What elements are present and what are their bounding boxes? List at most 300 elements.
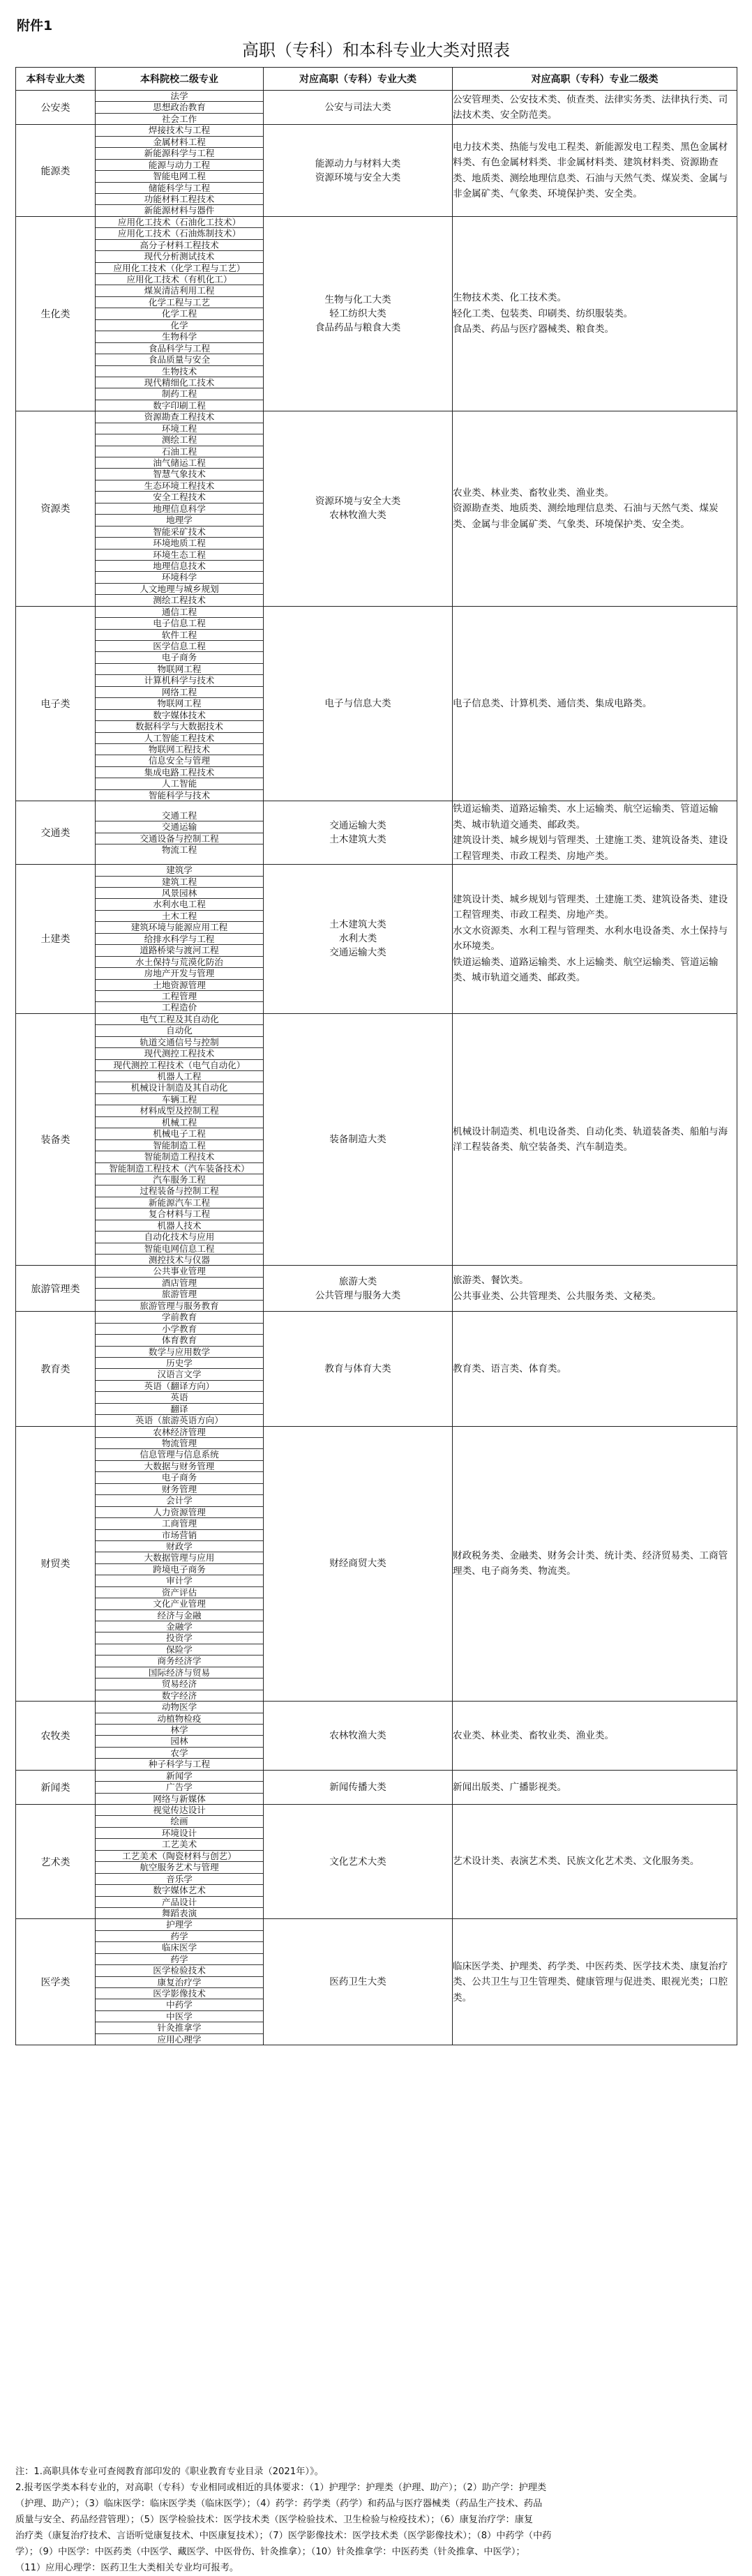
gaozhi-subcategory-text: 农业类、林业类、畜牧业类、渔业类。 bbox=[453, 1729, 615, 1741]
undergrad-major: 机械电子工程 bbox=[96, 1128, 263, 1139]
undergrad-major: 软件工程 bbox=[96, 630, 263, 641]
undergrad-major: 网络工程 bbox=[96, 687, 263, 698]
undergrad-major-list bbox=[96, 91, 264, 125]
undergrad-category: 医学类 bbox=[16, 1919, 96, 2045]
undergrad-major: 保险学 bbox=[96, 1644, 263, 1656]
undergrad-major: 新能源汽车工程 bbox=[96, 1197, 263, 1209]
undergrad-major: 环境地质工程 bbox=[96, 538, 263, 549]
undergrad-category: 艺术类 bbox=[16, 1805, 96, 1919]
table-row bbox=[16, 91, 737, 125]
page-title: 高职（专科）和本科专业大类对照表 bbox=[242, 40, 510, 60]
gaozhi-subcategory-text: 临床医学类、护理类、药学类、中医药类、医学技术类、康复治疗类、公共卫生与卫生管理类、健康管理与促进类、眼视光类；口腔类。 bbox=[453, 1960, 728, 2003]
undergrad-major: 数据科学与大数据技术 bbox=[96, 721, 263, 732]
table-row bbox=[16, 1312, 737, 1426]
gaozhi-subcategory-text: 建筑设计类、城乡规划与管理类、土建施工类、建筑设备类、建设工程管理类、市政工程类、房地产类。 bbox=[453, 835, 728, 862]
undergrad-major-list bbox=[96, 125, 264, 217]
undergrad-major: 人工智能 bbox=[96, 778, 263, 789]
undergrad-major: 动植物检疫 bbox=[96, 1713, 263, 1725]
undergrad-major: 金属材料工程 bbox=[96, 137, 263, 148]
gaozhi-category: 土木建筑大类 bbox=[329, 919, 386, 931]
undergrad-major: 交通设备与控制工程 bbox=[96, 833, 263, 844]
gaozhi-subcategory-cell bbox=[453, 606, 737, 801]
undergrad-major: 工程造价 bbox=[161, 1002, 197, 1013]
undergrad-major: 煤炭清洁利用工程 bbox=[96, 285, 263, 296]
gaozhi-subcategory-text: 艺术设计类、表演艺术类、民族文化艺术类、文化服务类。 bbox=[453, 1856, 700, 1867]
gaozhi-subcategory-cell bbox=[453, 1426, 737, 1702]
undergrad-major: 数字印刷工程 bbox=[153, 400, 206, 411]
gaozhi-category-cell bbox=[264, 1312, 453, 1426]
undergrad-major: 物流工程 bbox=[161, 844, 197, 856]
gaozhi-category-cell bbox=[264, 125, 453, 217]
undergrad-major-list bbox=[96, 865, 264, 1014]
undergrad-major: 商务经济学 bbox=[96, 1656, 263, 1667]
table-row bbox=[16, 1919, 737, 2045]
table-row bbox=[16, 1426, 737, 1702]
gaozhi-category: 资源环境与安全大类 bbox=[315, 172, 401, 183]
undergrad-major: 智能采矿技术 bbox=[96, 526, 263, 538]
undergrad-major: 市场营销 bbox=[96, 1530, 263, 1541]
undergrad-category: 土建类 bbox=[16, 865, 96, 1014]
gaozhi-subcategory-cell bbox=[453, 216, 737, 411]
undergrad-major: 金融学 bbox=[96, 1621, 263, 1632]
undergrad-major: 翻译 bbox=[96, 1404, 263, 1415]
undergrad-major: 英语（旅游英语方向） bbox=[135, 1415, 223, 1426]
undergrad-category: 公安类 bbox=[16, 91, 96, 125]
undergrad-major: 风景园林 bbox=[96, 888, 263, 899]
gaozhi-subcategory-text: 公共事业类、公共管理类、公共服务类、文秘类。 bbox=[453, 1290, 662, 1302]
gaozhi-category-cell bbox=[264, 1770, 453, 1804]
undergrad-major: 投资学 bbox=[96, 1632, 263, 1644]
undergrad-major: 地理信息技术 bbox=[96, 561, 263, 572]
undergrad-major: 生物技术 bbox=[96, 366, 263, 377]
undergrad-major: 航空服务艺术与管理 bbox=[96, 1862, 263, 1873]
gaozhi-subcategory-text: 铁道运输类、道路运输类、水上运输类、航空运输类、管道运输类、城市轨道交通类、邮政类。 bbox=[453, 956, 719, 984]
attachment-label: 附件1 bbox=[17, 18, 53, 33]
gaozhi-category: 资源环境与安全大类 bbox=[315, 496, 401, 508]
undergrad-major: 药学 bbox=[96, 1931, 263, 1942]
undergrad-major: 林学 bbox=[96, 1725, 263, 1736]
undergrad-major: 食品科学与工程 bbox=[96, 343, 263, 354]
footnotes bbox=[15, 2464, 737, 2576]
gaozhi-category-cell bbox=[264, 606, 453, 801]
undergrad-major: 智能制造工程技术 bbox=[96, 1151, 263, 1162]
gaozhi-subcategory-text: 生物技术类、化工技术类。 bbox=[453, 292, 567, 304]
undergrad-major: 机械工程 bbox=[96, 1117, 263, 1128]
undergrad-major: 国际经济与贸易 bbox=[96, 1667, 263, 1679]
undergrad-major: 通信工程 bbox=[96, 607, 263, 618]
table-row bbox=[16, 125, 737, 217]
undergrad-major: 化学工程与工艺 bbox=[96, 297, 263, 308]
undergrad-major: 信息安全与管理 bbox=[96, 755, 263, 766]
gaozhi-subcategory-cell bbox=[453, 91, 737, 125]
undergrad-category: 旅游管理类 bbox=[16, 1266, 96, 1312]
undergrad-major: 生态环境工程技术 bbox=[96, 480, 263, 492]
undergrad-major: 环境设计 bbox=[96, 1828, 263, 1839]
undergrad-major: 焊接技术与工程 bbox=[96, 125, 263, 136]
undergrad-major: 英语（翻译方向） bbox=[96, 1381, 263, 1392]
undergrad-major-list bbox=[96, 1312, 264, 1426]
gaozhi-category: 财经商贸大类 bbox=[329, 1558, 386, 1570]
undergrad-major: 旅游管理 bbox=[96, 1289, 263, 1300]
gaozhi-subcategory-text: 铁道运输类、道路运输类、水上运输类、航空运输类、管道运输类、城市轨道交通类、邮政类。 bbox=[453, 803, 719, 831]
undergrad-major: 现代精细化工技术 bbox=[96, 377, 263, 388]
undergrad-major-list bbox=[96, 1770, 264, 1804]
undergrad-major: 应用心理学 bbox=[157, 2033, 202, 2045]
footnote-line: （11）应用心理学：医药卫生大类相关专业均可报考。 bbox=[15, 2563, 239, 2573]
gaozhi-subcategory-text: 公安管理类、公安技术类、侦查类、法律实务类、法律执行类、司法技术类、安全防范类。 bbox=[453, 93, 728, 121]
undergrad-major: 小学教育 bbox=[96, 1324, 263, 1335]
undergrad-major: 医学信息工程 bbox=[96, 641, 263, 652]
undergrad-major: 地理学 bbox=[96, 515, 263, 526]
undergrad-major: 集成电路工程技术 bbox=[96, 767, 263, 778]
undergrad-major: 化学 bbox=[96, 320, 263, 331]
gaozhi-category: 食品药品与粮食大类 bbox=[315, 322, 401, 334]
undergrad-category: 电子类 bbox=[16, 606, 96, 801]
table-header-row bbox=[16, 68, 737, 91]
gaozhi-subcategory-text: 旅游类、餐饮类。 bbox=[453, 1275, 529, 1287]
undergrad-category: 新闻类 bbox=[16, 1770, 96, 1804]
undergrad-major: 法学 bbox=[96, 91, 263, 102]
gaozhi-category: 公共管理与服务大类 bbox=[315, 1289, 401, 1301]
table-row bbox=[16, 1805, 737, 1919]
undergrad-major: 体育教育 bbox=[96, 1335, 263, 1346]
undergrad-major: 功能材料工程技术 bbox=[96, 194, 263, 205]
undergrad-major-list bbox=[96, 801, 264, 865]
undergrad-major: 电子信息工程 bbox=[96, 618, 263, 629]
undergrad-major: 农林经济管理 bbox=[96, 1427, 263, 1438]
undergrad-major: 文化产业管理 bbox=[96, 1598, 263, 1609]
undergrad-major: 地理信息科学 bbox=[96, 503, 263, 515]
undergrad-major: 数字媒体艺术 bbox=[96, 1885, 263, 1896]
gaozhi-subcategory-cell bbox=[453, 1919, 737, 2045]
undergrad-major: 交通工程 bbox=[96, 810, 263, 821]
undergrad-major: 测控技术与仪器 bbox=[148, 1255, 211, 1265]
undergrad-major: 工艺美术 bbox=[96, 1839, 263, 1850]
undergrad-category: 资源类 bbox=[16, 411, 96, 606]
undergrad-major: 中医学 bbox=[96, 2011, 263, 2022]
undergrad-major: 英语 bbox=[96, 1392, 263, 1403]
gaozhi-category: 医药卫生大类 bbox=[329, 1976, 386, 1988]
gaozhi-subcategory-cell bbox=[453, 1013, 737, 1266]
gaozhi-subcategory-text: 财政税务类、金融类、财务会计类、统计类、经济贸易类、工商管理类、电子商务类、物流类。 bbox=[453, 1550, 728, 1577]
undergrad-major: 信息管理与信息系统 bbox=[96, 1449, 263, 1460]
gaozhi-subcategory-text: 教育类、语言类、体育类。 bbox=[453, 1363, 567, 1374]
undergrad-major: 新能源材料与器件 bbox=[144, 205, 215, 216]
gaozhi-subcategory-text: 食品类、药品与医疗器械类、粮食类。 bbox=[453, 324, 615, 335]
gaozhi-category-cell bbox=[264, 411, 453, 606]
gaozhi-category: 文化艺术大类 bbox=[329, 1856, 386, 1867]
undergrad-major: 资源勘查工程技术 bbox=[96, 411, 263, 423]
undergrad-major-list bbox=[96, 1919, 264, 2045]
undergrad-major: 电子商务 bbox=[96, 652, 263, 663]
gaozhi-subcategory-text: 电力技术类、热能与发电工程类、新能源发电工程类、黑色金属材料类、有色金属材料类、非金属材料类、建筑材料类、资源勘查类、地质类、测绘地理信息类、石油与天然气类、煤炭类、金属与非金属矿类、气象类、环境保护类、安全类。 bbox=[453, 141, 728, 200]
undergrad-major: 公共事业管理 bbox=[96, 1266, 263, 1277]
undergrad-major-list bbox=[96, 1426, 264, 1702]
undergrad-major: 化学工程 bbox=[96, 308, 263, 319]
comparison-table bbox=[15, 67, 737, 2045]
undergrad-major-list bbox=[96, 216, 264, 411]
undergrad-major-list bbox=[96, 1266, 264, 1312]
undergrad-major: 财政学 bbox=[96, 1541, 263, 1552]
undergrad-major: 电气工程及其自动化 bbox=[96, 1014, 263, 1025]
undergrad-major: 审计学 bbox=[96, 1575, 263, 1586]
undergrad-major: 人工智能工程技术 bbox=[96, 733, 263, 744]
undergrad-major: 护理学 bbox=[96, 1919, 263, 1930]
undergrad-major: 复合材料与工程 bbox=[96, 1209, 263, 1220]
gaozhi-category: 农林牧渔大类 bbox=[329, 1729, 386, 1741]
undergrad-major: 农学 bbox=[96, 1748, 263, 1759]
undergrad-category: 能源类 bbox=[16, 125, 96, 217]
undergrad-major: 中药学 bbox=[96, 1999, 263, 2010]
table-row bbox=[16, 865, 737, 1014]
gaozhi-subcategory-text: 农业类、林业类、畜牧业类、渔业类。 bbox=[453, 487, 615, 499]
gaozhi-category-cell bbox=[264, 1426, 453, 1702]
gaozhi-category-cell bbox=[264, 91, 453, 125]
gaozhi-category-cell bbox=[264, 1266, 453, 1312]
undergrad-major: 土地资源管理 bbox=[96, 980, 263, 991]
gaozhi-subcategory-cell bbox=[453, 411, 737, 606]
undergrad-major: 自动化 bbox=[96, 1025, 263, 1036]
gaozhi-category: 教育与体育大类 bbox=[324, 1363, 391, 1374]
undergrad-major: 智能电网信息工程 bbox=[96, 1243, 263, 1255]
undergrad-major: 环境工程 bbox=[96, 423, 263, 434]
undergrad-major: 物流管理 bbox=[96, 1438, 263, 1449]
undergrad-major: 材料成型及控制工程 bbox=[96, 1105, 263, 1116]
undergrad-major: 舞蹈表演 bbox=[161, 1907, 197, 1918]
undergrad-major: 高分子材料工程技术 bbox=[96, 240, 263, 251]
table-row bbox=[16, 1702, 737, 1771]
undergrad-major: 现代分析测试技术 bbox=[96, 251, 263, 262]
undergrad-major: 数学与应用数学 bbox=[96, 1347, 263, 1358]
undergrad-major: 轨道交通信号与控制 bbox=[96, 1037, 263, 1048]
undergrad-category: 交通类 bbox=[16, 801, 96, 865]
undergrad-major: 测绘工程技术 bbox=[153, 595, 206, 606]
undergrad-major: 水利水电工程 bbox=[96, 899, 263, 910]
undergrad-major: 酒店管理 bbox=[96, 1278, 263, 1289]
footnote-line: 质量与安全、药品经营管理）；（5）医学检验技术：医学技术类（医学检验技术、卫生检验与检疫技术）；（6）康复治疗学：康复 bbox=[15, 2515, 534, 2525]
undergrad-major: 汽车服务工程 bbox=[96, 1174, 263, 1185]
undergrad-major: 现代测控工程技术 bbox=[96, 1048, 263, 1059]
undergrad-major: 自动化技术与应用 bbox=[96, 1232, 263, 1243]
undergrad-major: 经济与金融 bbox=[96, 1610, 263, 1621]
undergrad-major: 动物医学 bbox=[96, 1702, 263, 1713]
undergrad-major-list bbox=[96, 1013, 264, 1266]
table-row bbox=[16, 411, 737, 606]
undergrad-major: 临床医学 bbox=[96, 1942, 263, 1953]
undergrad-major: 广告学 bbox=[96, 1782, 263, 1793]
undergrad-major: 现代测控工程技术（电气自动化） bbox=[96, 1060, 263, 1071]
gaozhi-category: 旅游大类 bbox=[338, 1275, 377, 1287]
undergrad-major: 能源与动力工程 bbox=[96, 160, 263, 171]
undergrad-major: 医学检验技术 bbox=[96, 1965, 263, 1976]
gaozhi-subcategory-cell bbox=[453, 1805, 737, 1919]
undergrad-major: 旅游管理与服务教育 bbox=[140, 1300, 219, 1311]
undergrad-major: 财务管理 bbox=[96, 1484, 263, 1495]
gaozhi-subcategory-text: 资源勘查类、地质类、测绘地理信息类、石油与天然气类、煤炭类、金属与非金属矿类、气象类、环境保护类、安全类。 bbox=[453, 503, 719, 530]
undergrad-major: 园林 bbox=[96, 1736, 263, 1747]
footnote-line: 2.报考医学类本科专业的，对高职（专科）专业相同或相近的具体要求：（1）护理学：护理类（护理、助产）；（2）助产学：护理类 bbox=[15, 2483, 547, 2493]
undergrad-major: 应用化工技术（石油化工技术） bbox=[96, 217, 263, 228]
table-row bbox=[16, 606, 737, 801]
gaozhi-subcategory-text: 新闻出版类、广播影视类。 bbox=[453, 1781, 567, 1793]
undergrad-major: 环境科学 bbox=[96, 572, 263, 583]
gaozhi-category-cell bbox=[264, 865, 453, 1014]
header-gaozhi-subcategory: 对应高职（专科）专业二级类 bbox=[453, 68, 737, 91]
undergrad-major: 针灸推拿学 bbox=[96, 2022, 263, 2033]
undergrad-major: 智慧气象技术 bbox=[96, 469, 263, 480]
undergrad-major-list bbox=[96, 606, 264, 801]
gaozhi-category: 轻工纺织大类 bbox=[329, 308, 386, 320]
gaozhi-subcategory-cell bbox=[453, 1266, 737, 1312]
undergrad-major: 网络与新媒体 bbox=[153, 1793, 206, 1804]
undergrad-major: 思想政治教育 bbox=[96, 102, 263, 113]
undergrad-major: 种子科学与工程 bbox=[148, 1759, 211, 1770]
undergrad-major: 数字媒体技术 bbox=[96, 710, 263, 721]
undergrad-major: 应用化工技术（化学工程与工艺） bbox=[96, 263, 263, 274]
undergrad-major: 汉语言文学 bbox=[96, 1369, 263, 1380]
gaozhi-category: 水利大类 bbox=[338, 933, 377, 945]
gaozhi-subcategory-text: 建筑设计类、城乡规划与管理类、土建施工类、建筑设备类、建设工程管理类、市政工程类、房地产类。 bbox=[453, 893, 728, 921]
gaozhi-category-cell bbox=[264, 1805, 453, 1919]
gaozhi-category: 装备制造大类 bbox=[329, 1134, 386, 1146]
undergrad-major: 人力资源管理 bbox=[96, 1507, 263, 1518]
undergrad-major: 应用化工技术（有机化工） bbox=[96, 274, 263, 285]
gaozhi-subcategory-cell bbox=[453, 1312, 737, 1426]
undergrad-major: 制药工程 bbox=[96, 388, 263, 400]
gaozhi-category: 能源动力与材料大类 bbox=[315, 158, 401, 169]
undergrad-major: 大数据管理与应用 bbox=[96, 1552, 263, 1563]
undergrad-major: 环境生态工程 bbox=[96, 550, 263, 561]
table-row bbox=[16, 801, 737, 865]
footnote-line: 注：1.高职具体专业可查阅教育部印发的《职业教育专业目录（2021年）》。 bbox=[15, 2467, 324, 2477]
undergrad-major: 新闻学 bbox=[96, 1771, 263, 1782]
gaozhi-subcategory-cell bbox=[453, 1702, 737, 1771]
gaozhi-subcategory-text: 水文水资源类、水利工程与管理类、水利水电设备类、水土保持与水环境类。 bbox=[453, 925, 728, 953]
gaozhi-category-cell bbox=[264, 216, 453, 411]
gaozhi-category-cell bbox=[264, 1702, 453, 1771]
undergrad-major: 测绘工程 bbox=[96, 434, 263, 446]
undergrad-major: 水土保持与荒漠化防治 bbox=[96, 957, 263, 968]
undergrad-major: 工程管理 bbox=[96, 991, 263, 1002]
undergrad-major: 产品设计 bbox=[96, 1897, 263, 1908]
gaozhi-subcategory-text: 机械设计制造类、机电设备类、自动化类、轨道装备类、船舶与海洋工程装备类、航空装备类、汽车制造类。 bbox=[453, 1126, 728, 1153]
undergrad-major: 建筑工程 bbox=[96, 877, 263, 888]
undergrad-category: 生化类 bbox=[16, 216, 96, 411]
header-gaozhi-category: 对应高职（专科）专业大类 bbox=[264, 68, 453, 91]
header-undergrad-major: 本科院校二级专业 bbox=[96, 68, 264, 91]
undergrad-major: 油气储运工程 bbox=[96, 457, 263, 469]
gaozhi-subcategory-text: 轻化工类、包装类、印刷类、纺织服装类。 bbox=[453, 308, 633, 319]
gaozhi-category: 交通运输大类 bbox=[329, 820, 386, 832]
undergrad-major: 道路桥梁与渡河工程 bbox=[96, 945, 263, 956]
undergrad-major: 历史学 bbox=[96, 1358, 263, 1369]
undergrad-major-list bbox=[96, 411, 264, 606]
undergrad-major: 石油工程 bbox=[96, 446, 263, 457]
undergrad-major: 药学 bbox=[96, 1954, 263, 1965]
footnote-line: （护理、助产）；（3）临床医学：临床医学类（临床医学）；（4）药学：药学类（药学）和药品与医疗器械类（药品生产技术、药品 bbox=[15, 2499, 543, 2509]
undergrad-major: 智能制造工程 bbox=[96, 1140, 263, 1151]
undergrad-major: 学前教育 bbox=[96, 1312, 263, 1323]
undergrad-major: 安全工程技术 bbox=[96, 492, 263, 503]
undergrad-major: 绘画 bbox=[96, 1816, 263, 1827]
gaozhi-category: 土木建筑大类 bbox=[329, 834, 386, 846]
undergrad-major: 人文地理与城乡规划 bbox=[96, 584, 263, 595]
undergrad-major: 新能源科学与工程 bbox=[96, 148, 263, 159]
gaozhi-category-cell bbox=[264, 1919, 453, 2045]
gaozhi-category-cell bbox=[264, 801, 453, 865]
undergrad-category: 装备类 bbox=[16, 1013, 96, 1266]
undergrad-category: 农牧类 bbox=[16, 1702, 96, 1771]
undergrad-major: 电子商务 bbox=[96, 1472, 263, 1483]
gaozhi-category: 交通运输大类 bbox=[329, 947, 386, 959]
undergrad-major: 机器人技术 bbox=[96, 1220, 263, 1232]
undergrad-major-list bbox=[96, 1805, 264, 1919]
undergrad-major: 给排水科学与工程 bbox=[96, 934, 263, 945]
gaozhi-category: 电子与信息大类 bbox=[324, 697, 391, 709]
undergrad-major: 物联网工程 bbox=[96, 664, 263, 675]
gaozhi-category-cell bbox=[264, 1013, 453, 1266]
undergrad-major: 计算机科学与技术 bbox=[96, 675, 263, 686]
undergrad-major: 土木工程 bbox=[96, 911, 263, 922]
undergrad-major: 工商管理 bbox=[96, 1518, 263, 1529]
undergrad-major: 应用化工技术（石油炼制技术） bbox=[96, 228, 263, 239]
undergrad-major: 生物科学 bbox=[96, 331, 263, 342]
undergrad-category: 财贸类 bbox=[16, 1426, 96, 1702]
undergrad-major: 康复治疗学 bbox=[96, 1977, 263, 1988]
undergrad-major: 车辆工程 bbox=[96, 1094, 263, 1105]
undergrad-major: 数字经济 bbox=[161, 1690, 197, 1701]
gaozhi-category: 农林牧渔大类 bbox=[329, 510, 386, 522]
undergrad-major: 会计学 bbox=[96, 1495, 263, 1506]
header-undergrad-category: 本科专业大类 bbox=[16, 68, 96, 91]
undergrad-major: 储能科学与工程 bbox=[96, 183, 263, 194]
footnote-line: 治疗类（康复治疗技术、言语听觉康复技术、中医康复技术）；（7）医学影像技术：医学技术类（医学影像技术）；（8）中药学（中药 bbox=[15, 2531, 552, 2541]
table-row bbox=[16, 216, 737, 411]
undergrad-major: 建筑学 bbox=[96, 865, 263, 876]
undergrad-major: 工艺美术（陶瓷材料与创艺） bbox=[96, 1851, 263, 1862]
gaozhi-category: 公安与司法大类 bbox=[324, 102, 391, 114]
gaozhi-category: 新闻传播大类 bbox=[329, 1781, 386, 1793]
undergrad-major: 物联网工程 bbox=[96, 698, 263, 709]
table-row bbox=[16, 1770, 737, 1804]
undergrad-major: 物联网工程技术 bbox=[96, 744, 263, 755]
undergrad-major-list bbox=[96, 1702, 264, 1771]
undergrad-major: 视觉传达设计 bbox=[96, 1805, 263, 1816]
undergrad-category: 教育类 bbox=[16, 1312, 96, 1426]
gaozhi-subcategory-text: 电子信息类、计算机类、通信类、集成电路类。 bbox=[453, 697, 652, 709]
undergrad-major: 跨境电子商务 bbox=[96, 1564, 263, 1575]
undergrad-major: 食品质量与安全 bbox=[96, 354, 263, 365]
table-row bbox=[16, 1013, 737, 1266]
gaozhi-category: 生物与化工大类 bbox=[324, 294, 391, 306]
undergrad-major: 贸易经济 bbox=[96, 1679, 263, 1690]
undergrad-major: 社会工作 bbox=[161, 113, 197, 124]
undergrad-major: 医学影像技术 bbox=[96, 1988, 263, 1999]
gaozhi-subcategory-cell bbox=[453, 125, 737, 217]
table-body bbox=[16, 91, 737, 2045]
undergrad-major: 交通运输 bbox=[96, 821, 263, 833]
gaozhi-subcategory-cell bbox=[453, 865, 737, 1014]
undergrad-major: 房地产开发与管理 bbox=[96, 968, 263, 979]
footnote-line: 学）；（9）中医学：中医药类（中医学、藏医学、中医骨伤、针灸推拿）；（10）针灸推拿学：中医药类（针灸推拿、中医学）； bbox=[15, 2547, 525, 2557]
undergrad-major: 建筑环境与能源应用工程 bbox=[96, 922, 263, 933]
undergrad-major: 智能科学与技术 bbox=[148, 789, 211, 801]
undergrad-major: 机器人工程 bbox=[96, 1071, 263, 1082]
gaozhi-subcategory-cell bbox=[453, 1770, 737, 1804]
undergrad-major: 机械设计制造及其自动化 bbox=[96, 1082, 263, 1093]
undergrad-major: 智能电网工程 bbox=[96, 171, 263, 182]
undergrad-major: 大数据与财务管理 bbox=[96, 1461, 263, 1472]
